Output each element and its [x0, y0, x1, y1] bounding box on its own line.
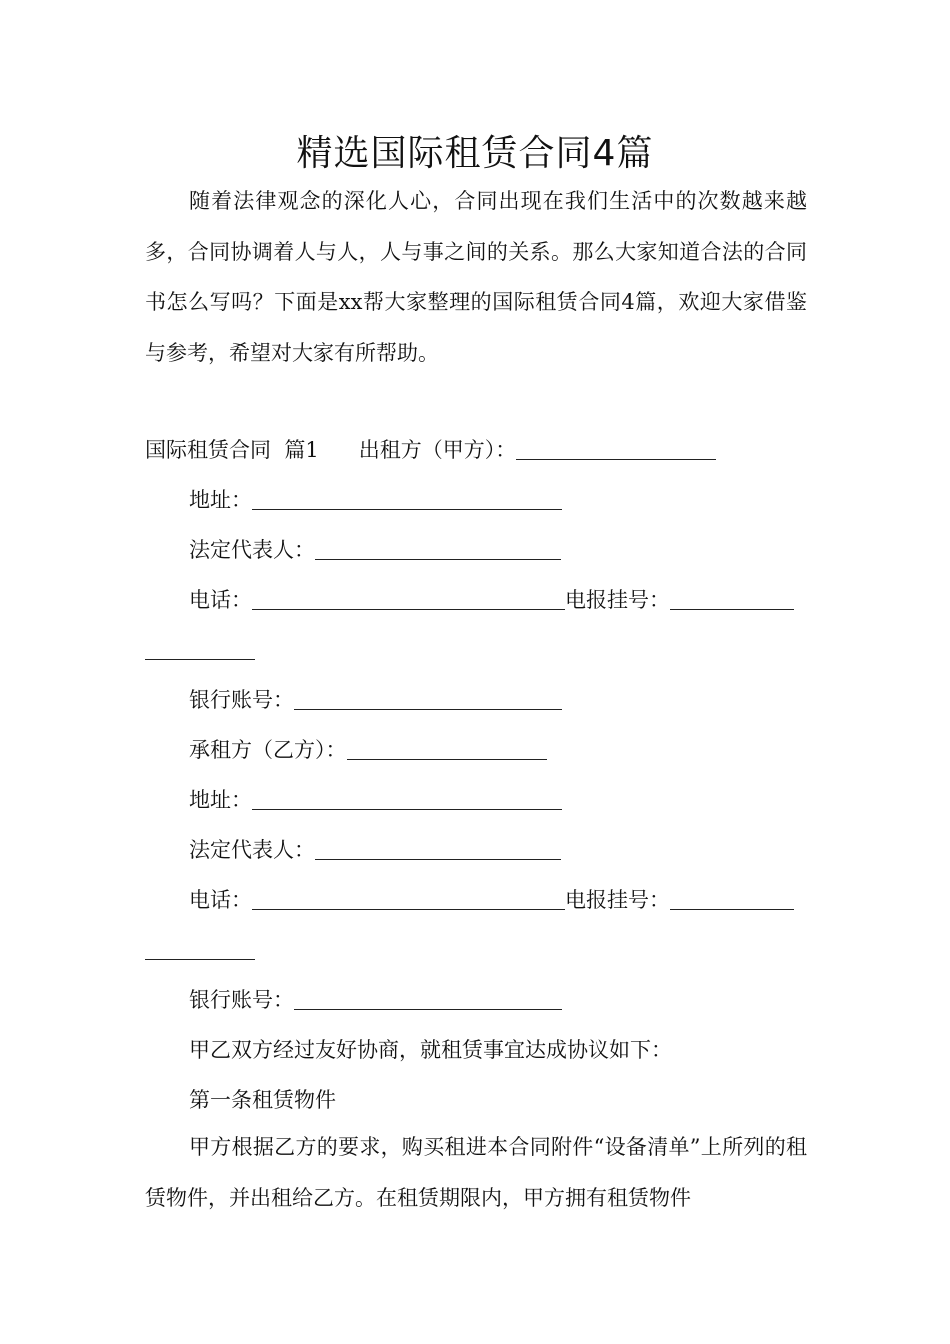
- lessor-address-label: 地址：: [189, 488, 252, 512]
- lessor-name-blank: [516, 437, 716, 460]
- lessee-bank-line: [189, 985, 562, 1015]
- lessor-legal-rep-line: [189, 535, 561, 565]
- lessor-bank-label: 银行账号：: [189, 688, 294, 712]
- lessee-address-line: [189, 785, 562, 815]
- lessor-telegram-continuation: [145, 635, 255, 665]
- lessee-bank-blank: [294, 987, 562, 1010]
- lessor-bank-line: [189, 685, 562, 715]
- lessee-phone-line: [189, 885, 794, 915]
- lessor-address-blank: [252, 487, 562, 510]
- lessor-telegram-blank-continued: [145, 637, 255, 660]
- lessee-phone-blank: [252, 887, 565, 910]
- section-heading: 国际租赁合同 篇1: [145, 438, 319, 462]
- lessee-legal-rep-blank: [315, 837, 561, 860]
- lessor-legal-rep-label: 法定代表人：: [189, 538, 315, 562]
- agreement-intro: 甲乙双方经过友好协商，就租赁事宜达成协议如下：: [189, 1038, 672, 1062]
- lessee-telegram-label: 电报挂号：: [565, 888, 670, 912]
- lessee-telegram-blank-continued: [145, 937, 255, 960]
- lessor-phone-blank: [252, 587, 565, 610]
- lessee-label: 承租方（乙方）：: [189, 738, 347, 762]
- lessee-legal-rep-line: [189, 835, 561, 865]
- lessor-legal-rep-blank: [315, 537, 561, 560]
- lessor-line: [145, 435, 716, 465]
- lessee-address-blank: [252, 787, 562, 810]
- lessor-address-line: [189, 485, 562, 515]
- document-title: 精选国际租赁合同4篇: [296, 133, 654, 174]
- lessee-legal-rep-label: 法定代表人：: [189, 838, 315, 862]
- lessee-address-label: 地址：: [189, 788, 252, 812]
- lessor-telegram-blank: [670, 587, 794, 610]
- lessor-bank-blank: [294, 687, 562, 710]
- intro-paragraph: 随着法律观念的深化人心，合同出现在我们生活中的次数越来越多，合同协调着人与人，人与事之间的关系。那么大家知道合法的合同书怎么写吗？下面是xx帮大家整理的国际租赁合同4篇，欢迎大家借鉴与参考，希望对大家有所帮助。: [145, 189, 807, 365]
- lessor-telegram-label: 电报挂号：: [565, 588, 670, 612]
- lessee-telegram-continuation: [145, 935, 255, 965]
- lessor-phone-line: [189, 585, 794, 615]
- lessee-phone-label: 电话：: [189, 888, 252, 912]
- lessor-phone-label: 电话：: [189, 588, 252, 612]
- article1-heading: 第一条租赁物件: [189, 1088, 336, 1112]
- article1-text: 甲方根据乙方的要求，购买租进本合同附件“设备清单”上所列的租赁物件，并出租给乙方。在租赁期限内，甲方拥有租赁物件: [145, 1135, 807, 1210]
- lessee-telegram-blank: [670, 887, 794, 910]
- lessee-line: [189, 735, 547, 765]
- lessee-name-blank: [347, 737, 547, 760]
- lessee-bank-label: 银行账号：: [189, 988, 294, 1012]
- lessor-label: 出租方（甲方）：: [358, 438, 517, 462]
